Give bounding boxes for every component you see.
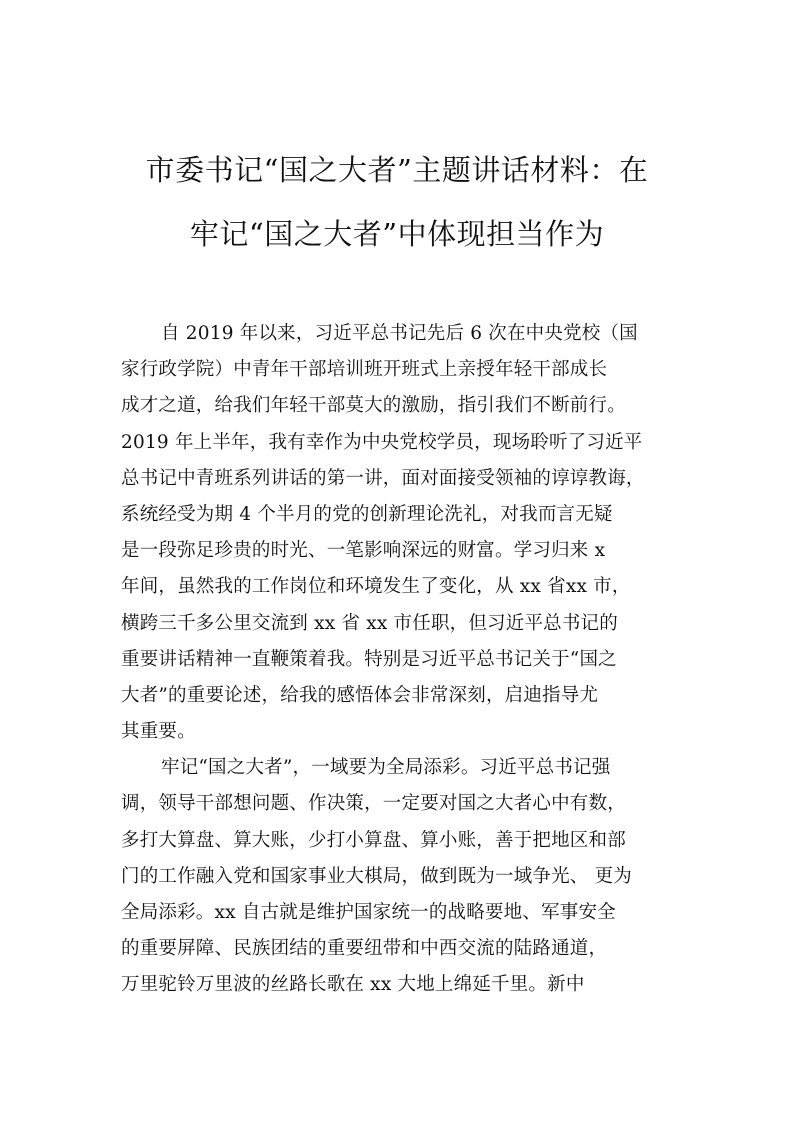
body-line: 大者”的重要论述，给我的感悟体会非常深刻，启迪指导尤 (121, 684, 599, 706)
body-line: 牢记“国之大者”，一域要为全局添彩。习近平总书记强 (161, 757, 611, 779)
body-line: 年间，虽然我的工作岗位和环境发生了变化，从 xx 省xx 市， (121, 576, 631, 598)
body-line: 门的工作融入党和国家事业大棋局，做到既为一域争光、 更为 (121, 865, 632, 887)
body-line: 的重要屏障、民族团结的重要纽带和中西交流的陆路通道， (121, 938, 608, 960)
body-line: 系统经受为期 4 个半月的党的创新理论洗礼，对我而言无疑 (121, 503, 613, 525)
document-title-line-1: 市委书记“国之大者”主题讲话材料：在 (145, 153, 649, 187)
body-line: 横跨三千多公里交流到 xx 省 xx 市任职，但习近平总书记的 (121, 612, 618, 634)
body-line: 多打大算盘、算大账，少打小算盘、算小账，善于把地区和部 (121, 829, 626, 851)
document-body (121, 316, 681, 1004)
body-line: 2019 年上半年，我有幸作为中央党校学员，现场聆听了习近平 (121, 431, 643, 453)
body-line: 重要讲话精神一直鞭策着我。特别是习近平总书记关于“国之 (121, 648, 617, 670)
body-line: 自 2019 年以来，习近平总书记先后 6 次在中央党校（国 (161, 323, 638, 344)
body-line: 是一段弥足珍贵的时光、一笔影响深远的财富。学习归来 x (121, 540, 606, 562)
body-line: 成才之道，给我们年轻干部莫大的激励，指引我们不断前行。 (121, 395, 626, 417)
body-line: 总书记中青班系列讲话的第一讲，面对面接受领袖的谆谆教诲， (121, 467, 645, 489)
body-line: 全局添彩。xx 自古就是维护国家统一的战略要地、军事安全 (121, 902, 616, 923)
body-line: 万里驼铃万里波的丝路长歌在 xx 大地上绵延千里。新中 (121, 974, 585, 996)
body-line: 家行政学院）中青年干部培训班开班式上亲授年轻干部成长 (121, 359, 608, 381)
document-title-line-2: 牢记“国之大者”中体现担当作为 (189, 217, 605, 251)
body-line: 调，领导干部想问题、作决策，一定要对国之大者心中有数， (121, 793, 626, 815)
body-line: 其重要。 (121, 721, 196, 743)
